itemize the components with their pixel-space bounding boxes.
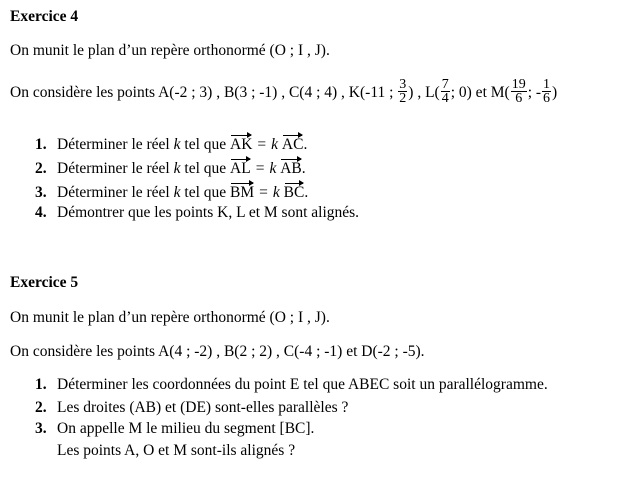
variable-k: k	[272, 184, 280, 201]
exercise-5-question-2	[35, 399, 348, 417]
variable-k: k	[173, 136, 181, 153]
exercise-4-intro: On munit le plan d’un repère orthonormé (O ; I , J).	[10, 42, 330, 59]
fraction-numerator: 19	[511, 77, 526, 92]
equals-sign: =	[257, 136, 267, 153]
points-text: )	[552, 84, 558, 102]
question-text: Déterminer le réel	[57, 160, 174, 177]
question-text: Déterminer les coordonnées du point E tel que ABEC soit un parallélogramme.	[57, 376, 548, 393]
fraction-denominator: 4	[441, 91, 449, 106]
period: .	[301, 160, 306, 177]
question-number: 1.	[35, 376, 47, 393]
question-number: 1.	[35, 136, 47, 153]
vector-al: AL	[230, 157, 251, 178]
fraction-numerator: 3	[399, 77, 407, 92]
fraction-l-x	[441, 78, 450, 105]
exercise-5-points: On considère les points A(4 ; -2) , B(2 ; 2) , C(-4 ; -1) et D(-2 ; -5).	[10, 343, 425, 360]
equals-sign: =	[255, 160, 265, 177]
period: .	[304, 184, 309, 201]
vector-bc: BC	[284, 181, 305, 202]
period: .	[303, 136, 308, 153]
question-text: tel que	[180, 136, 231, 153]
vector-ak: AK	[230, 133, 252, 154]
fraction-denominator: 6	[515, 91, 523, 106]
fraction-k-y	[398, 78, 407, 105]
points-text: ; -	[527, 84, 542, 102]
points-text: ) , L(	[408, 84, 440, 102]
question-text: Déterminer le réel	[57, 184, 174, 201]
exercise-5-title: Exercice 5	[10, 274, 79, 291]
equals-sign: =	[259, 184, 268, 201]
variable-k: k	[271, 136, 279, 153]
question-number: 4.	[35, 204, 47, 221]
points-text: ; 0) et M(	[450, 84, 510, 102]
fraction-numerator: 1	[543, 77, 551, 92]
fraction-denominator: 2	[399, 91, 407, 106]
question-text: Démontrer que les points K, L et M sont alignés.	[57, 204, 360, 221]
question-number: 3.	[35, 420, 47, 437]
fraction-m-y	[542, 78, 551, 105]
exercise-5-question-3	[35, 420, 314, 438]
question-number: 2.	[35, 160, 47, 177]
exercise-4-points	[10, 77, 558, 107]
exercise-5-intro: On munit le plan d’un repère orthonormé (O ; I , J).	[10, 309, 330, 326]
question-number: 2.	[35, 399, 47, 416]
fraction-numerator: 7	[441, 77, 449, 92]
fraction-denominator: 6	[543, 91, 551, 106]
exercise-4-question-3	[35, 181, 308, 202]
exercise-4-question-2	[35, 157, 306, 178]
question-text: Déterminer le réel	[57, 136, 174, 153]
question-number: 3.	[35, 184, 47, 201]
exercise-4-question-4	[35, 204, 359, 222]
question-text: tel que	[180, 160, 231, 177]
vector-ac: AC	[282, 133, 304, 154]
variable-k: k	[173, 184, 181, 201]
vector-bm: BM	[230, 181, 254, 202]
exercise-5-question-3-continuation: Les points A, O et M sont-ils alignés ?	[57, 442, 296, 459]
points-text: On considère les points A(-2 ; 3) , B(3 ; -1) , C(4 ; 4) , K(-11 ;	[10, 84, 398, 102]
exercise-4-question-1	[35, 133, 307, 154]
fraction-m-x	[511, 78, 527, 105]
vector-ab: AB	[280, 157, 302, 178]
question-text: On appelle M le milieu du segment [BC].	[57, 420, 315, 437]
variable-k: k	[173, 160, 181, 177]
question-text: Les droites (AB) et (DE) sont-elles parallèles ?	[57, 399, 349, 416]
variable-k: k	[269, 160, 277, 177]
exercise-5-question-1	[35, 376, 548, 394]
question-text: tel que	[180, 184, 231, 201]
exercise-4-title: Exercice 4	[10, 8, 79, 25]
